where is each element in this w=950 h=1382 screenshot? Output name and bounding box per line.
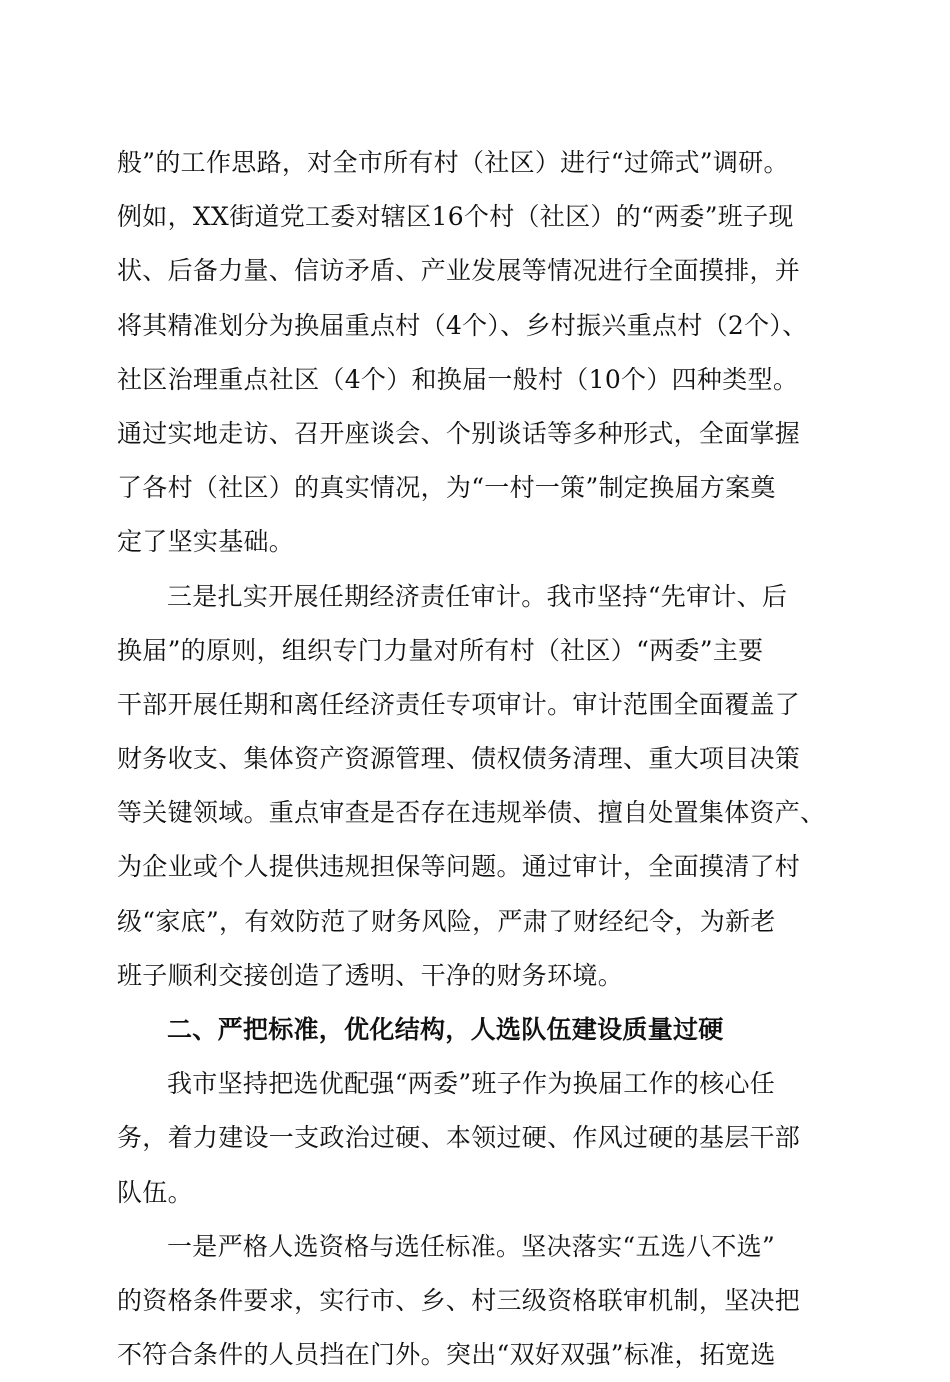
document-body bbox=[117, 136, 837, 1382]
text-line: 定了坚实基础。 bbox=[117, 527, 295, 557]
text-line: 我市坚持把选优配强“两委”班子作为换届工作的核心任 bbox=[167, 1069, 776, 1099]
text-line: 财务收支、集体资产资源管理、债权债务清理、重大项目决策 bbox=[117, 744, 801, 774]
text-line: 不符合条件的人员挡在门外。突出“双好双强”标准，拓宽选 bbox=[117, 1340, 776, 1370]
text-line: 的资格条件要求，实行市、乡、村三级资格联审机制，坚决把 bbox=[117, 1285, 801, 1315]
text-line: 状、后备力量、信访矛盾、产业发展等情况进行全面摸排，并 bbox=[117, 256, 801, 286]
text-line: 级“家底”，有效防范了财务风险，严肃了财经纪令，为新老 bbox=[117, 906, 776, 936]
text-line: 社区治理重点社区（4个）和换届一般村（10个）四种类型。 bbox=[117, 364, 799, 394]
text-line: 队伍。 bbox=[117, 1177, 193, 1207]
text-line: 班子顺利交接创造了透明、干净的财务环境。 bbox=[117, 960, 624, 990]
text-line: 一是严格人选资格与选任标准。坚决落实“五选八不选” bbox=[167, 1231, 776, 1261]
text-line: 般”的工作思路，对全市所有村（社区）进行“过筛式”调研。 bbox=[117, 148, 789, 177]
text-line: 了各村（社区）的真实情况，为“一村一策”制定换届方案奠 bbox=[117, 473, 776, 503]
text-line: 干部开展任期和离任经济责任专项审计。审计范围全面覆盖了 bbox=[117, 689, 801, 719]
text-line: 通过实地走访、召开座谈会、个别谈话等多种形式，全面掌握 bbox=[117, 418, 801, 448]
text-line: 三是扎实开展任期经济责任审计。我市坚持“先审计、后 bbox=[167, 581, 788, 611]
text-line: 务，着力建设一支政治过硬、本领过硬、作风过硬的基层干部 bbox=[117, 1123, 801, 1153]
text-line: 将其精准划分为换届重点村（4个）、乡村振兴重点村（2个）、 bbox=[117, 310, 808, 340]
text-line: 为企业或个人提供违规担保等问题。通过审计，全面摸清了村 bbox=[117, 852, 801, 882]
text-line: 例如，XX街道党工委对辖区16个村（社区）的“两委”班子现 bbox=[117, 202, 794, 232]
section-heading: 二、严把标准，优化结构，人选队伍建设质量过硬 bbox=[167, 1015, 724, 1044]
text-line: 等关键领域。重点审查是否存在违规举债、擅自处置集体资产、 bbox=[117, 798, 826, 828]
text-line: 换届”的原则，组织专门力量对所有村（社区）“两委”主要 bbox=[117, 635, 764, 665]
